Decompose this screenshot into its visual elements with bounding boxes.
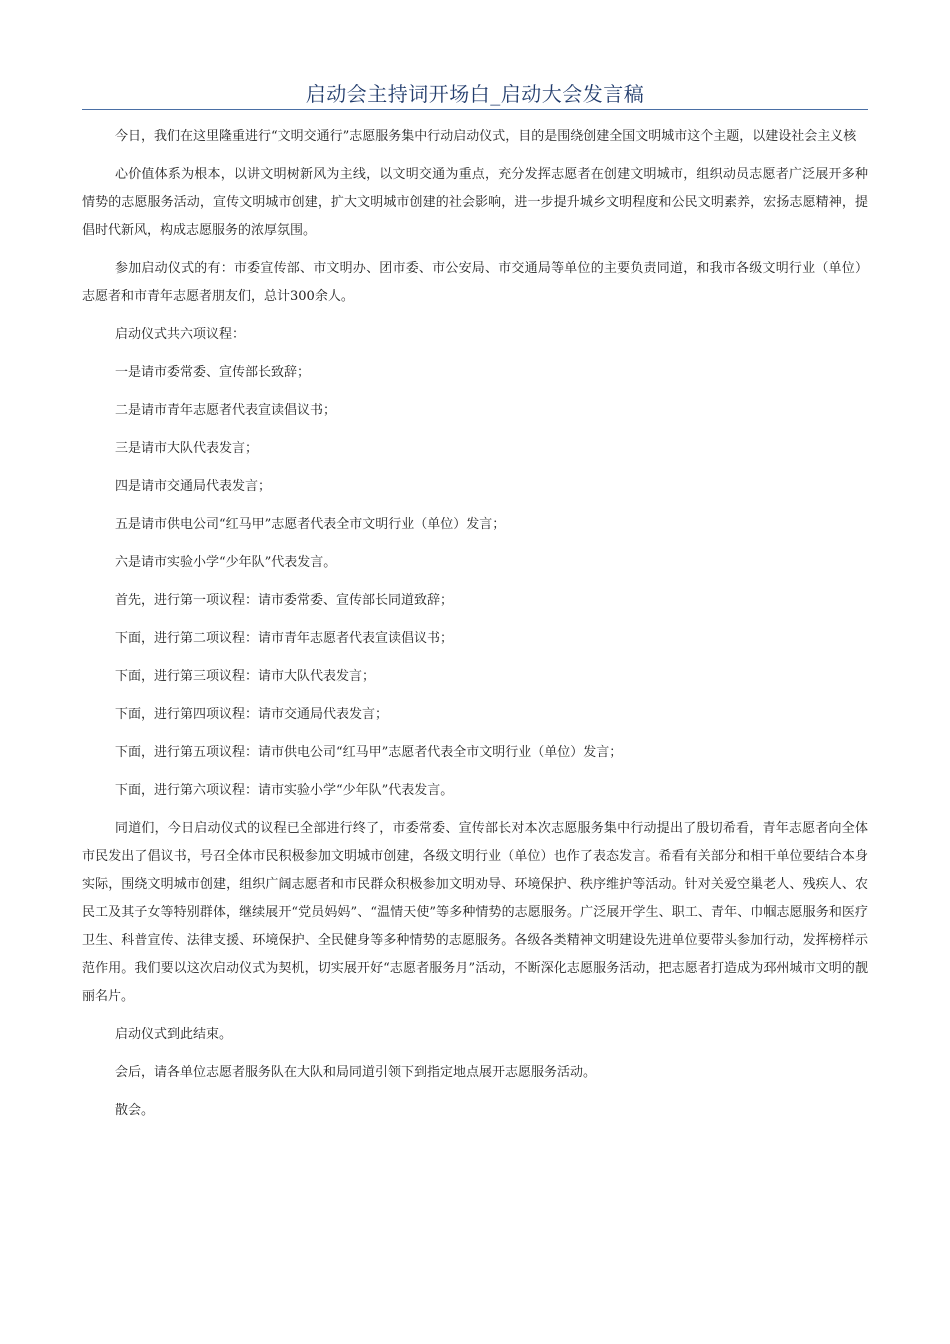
agenda-item-6: 六是请市实验小学“少年队”代表发言。 [115,555,337,570]
proceeding-item-6: 下面，进行第六项议程：请市实验小学“少年队”代表发言。 [115,783,454,798]
proceeding-item-5: 下面，进行第五项议程：请市供电公司“红马甲”志愿者代表全市文明行业（单位）发言； [115,745,623,760]
paragraph-attendees: 参加启动仪式的有：市委宣传部、市文明办、团市委、市公安局、市交通局等单位的主要负责同道，和我市各级文明行业（单位）志愿者和市青年志愿者朋友们，总计300余人。 [82,261,868,304]
paragraph-opening: 今日，我们在这里隆重进行“文明交通行”志愿服务集中行动启动仪式，目的是围绕创建全国文明城市这个主题，以建设社会主义核 [115,129,857,144]
agenda-item-2: 二是请市青年志愿者代表宣读倡议书； [115,403,337,418]
proceeding-item-4: 下面，进行第四项议程：请市交通局代表发言； [115,707,389,722]
title-underline [82,109,868,110]
paragraph-ceremony-end: 启动仪式到此结束。 [115,1027,233,1042]
paragraph-agenda-intro: 启动仪式共六项议程： [115,327,246,342]
proceeding-item-1: 首先，进行第一项议程：请市委常委、宣传部长同道致辞； [115,593,454,608]
paragraph-closing-remarks: 同道们，今日启动仪式的议程已全部进行终了，市委常委、宣传部长对本次志愿服务集中行动提出了殷切希看，青年志愿者向全体市民发出了倡议书，号召全体市民积极参加文明城市创建，各级文明行业（单位）也作了表态发言。希看有关部分和相干单位要结合本身实际，围绕文明城市创建，组织广阔志愿者和市民群众积极参加文明劝导、环境保护、秩序维护等活动。针对关爱空巢老人、残疾人、农民工及其子女等特别群体，继续展开“党员妈妈”、“温情天使”等多种情势的志愿服务。广泛展开学生、职工、青年、巾帼志愿服务和医疗卫生、科普宣传、法律支援、环境保护、全民健身等多种情势的志愿服务。各级各类精神文明建设先进单位要带头参加行动，发挥榜样示范作用。我们要以这次启动仪式为契机，切实展开好“志愿者服务月”活动，不断深化志愿服务活动，把志愿者打造成为邳州城市文明的靓丽名片。 [82,821,868,1004]
agenda-item-4: 四是请市交通局代表发言； [115,479,272,494]
agenda-item-3: 三是请市大队代表发言； [115,441,259,456]
agenda-item-5: 五是请市供电公司“红马甲”志愿者代表全市文明行业（单位）发言； [115,517,506,532]
document-title: 启动会主持词开场白_启动大会发言稿 [305,82,645,106]
proceeding-item-3: 下面，进行第三项议程：请市大队代表发言； [115,669,376,684]
paragraph-after-meeting: 会后，请各单位志愿者服务队在大队和局同道引领下到指定地点展开志愿服务活动。 [115,1065,597,1080]
paragraph-core-values: 心价值体系为根本，以讲文明树新风为主线，以文明交通为重点，充分发挥志愿者在创建文明城市，组织动员志愿者广泛展开多种情势的志愿服务活动，宣传文明城市创建，扩大文明城市创建的社会影响，进一步提升城乡文明程度和公民文明素养，宏扬志愿精神，提倡时代新风，构成志愿服务的浓厚氛围。 [82,167,868,238]
paragraph-adjourn: 散会。 [115,1103,155,1118]
agenda-item-1: 一是请市委常委、宣传部长致辞； [115,365,311,380]
proceeding-item-2: 下面，进行第二项议程：请市青年志愿者代表宣读倡议书； [115,631,454,646]
document-body [82,123,868,1135]
